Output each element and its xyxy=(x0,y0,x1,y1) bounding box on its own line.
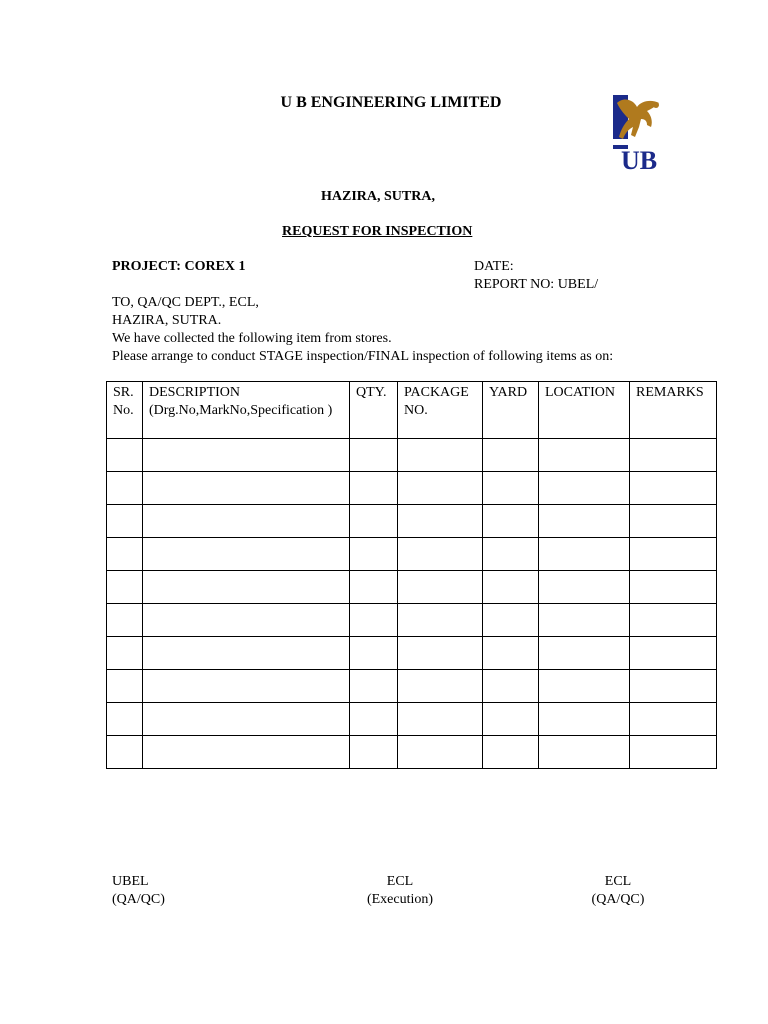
table-cell xyxy=(143,571,350,604)
table-cell xyxy=(630,439,717,472)
inspection-request-statement: Please arrange to conduct STAGE inspection/FINAL inspection of following items as on: xyxy=(112,349,614,364)
signature-ecl-qaqc xyxy=(590,873,646,909)
signature-ubel-qaqc xyxy=(112,873,165,909)
table-cell xyxy=(483,439,539,472)
date-label: DATE: xyxy=(474,259,514,274)
address-line-2: HAZIRA, SUTRA. xyxy=(112,313,222,328)
company-name: U B ENGINEERING LIMITED xyxy=(280,94,502,111)
header-remarks: REMARKS xyxy=(630,382,717,439)
table-row xyxy=(107,604,717,637)
header-yard: YARD xyxy=(483,382,539,439)
table-cell xyxy=(107,472,143,505)
table-cell xyxy=(350,637,398,670)
table-cell xyxy=(483,472,539,505)
table-cell xyxy=(630,538,717,571)
table-cell xyxy=(143,538,350,571)
header-sr-no: SR. No. xyxy=(107,382,143,439)
table-cell xyxy=(483,736,539,769)
table-cell xyxy=(539,538,630,571)
table-cell xyxy=(483,637,539,670)
address-line-1: TO, QA/QC DEPT., ECL, xyxy=(112,295,259,310)
table-cell xyxy=(143,637,350,670)
inspection-items-table xyxy=(106,381,717,769)
signature-org: ECL xyxy=(386,874,414,889)
signature-org: UBEL xyxy=(112,874,149,889)
table-cell xyxy=(630,703,717,736)
table-cell xyxy=(483,538,539,571)
table-cell xyxy=(539,439,630,472)
table-cell xyxy=(398,604,483,637)
table-cell xyxy=(398,670,483,703)
table-cell xyxy=(143,439,350,472)
table-cell xyxy=(539,571,630,604)
header-description: DESCRIPTION (Drg.No,MarkNo,Specification ) xyxy=(143,382,350,439)
table-cell xyxy=(350,472,398,505)
table-cell xyxy=(107,670,143,703)
signature-role: (QA/QC) xyxy=(112,892,165,907)
collected-statement: We have collected the following item from stores. xyxy=(112,331,392,346)
logo-text: UB xyxy=(621,146,658,171)
table-cell xyxy=(350,703,398,736)
table-cell xyxy=(350,505,398,538)
table-cell xyxy=(107,604,143,637)
signature-role: (Execution) xyxy=(366,892,434,907)
table-row xyxy=(107,505,717,538)
table-cell xyxy=(107,571,143,604)
table-cell xyxy=(539,670,630,703)
table-cell xyxy=(630,505,717,538)
table-cell xyxy=(630,571,717,604)
table-cell xyxy=(350,670,398,703)
table-cell xyxy=(350,538,398,571)
table-cell xyxy=(143,505,350,538)
table-cell xyxy=(350,439,398,472)
table-cell xyxy=(483,670,539,703)
table-cell xyxy=(107,637,143,670)
table-cell xyxy=(143,670,350,703)
signature-org: ECL xyxy=(604,874,632,889)
table-cell xyxy=(539,736,630,769)
table-cell xyxy=(143,736,350,769)
signature-ecl-execution xyxy=(365,873,435,909)
table-cell xyxy=(398,505,483,538)
table-cell xyxy=(483,703,539,736)
table-cell xyxy=(539,703,630,736)
table-cell xyxy=(398,472,483,505)
table-row xyxy=(107,472,717,505)
report-number-label: REPORT NO: UBEL/ xyxy=(474,277,599,292)
table-cell xyxy=(630,472,717,505)
table-cell xyxy=(630,736,717,769)
signature-role: (QA/QC) xyxy=(591,892,645,907)
table-cell xyxy=(539,472,630,505)
table-cell xyxy=(483,571,539,604)
table-cell xyxy=(107,538,143,571)
table-cell xyxy=(398,703,483,736)
header-location: LOCATION xyxy=(539,382,630,439)
table-cell xyxy=(350,736,398,769)
table-cell xyxy=(398,637,483,670)
ub-logo-icon xyxy=(611,93,667,171)
table-cell xyxy=(107,505,143,538)
table-row xyxy=(107,571,717,604)
table-cell xyxy=(630,670,717,703)
table-cell xyxy=(143,472,350,505)
table-cell xyxy=(483,505,539,538)
table-cell xyxy=(398,571,483,604)
table-cell xyxy=(539,505,630,538)
table-row xyxy=(107,670,717,703)
project-label: PROJECT: COREX 1 xyxy=(112,259,246,274)
table-cell xyxy=(630,637,717,670)
table-cell xyxy=(107,703,143,736)
table-cell xyxy=(539,604,630,637)
table-cell xyxy=(107,736,143,769)
table-cell xyxy=(143,703,350,736)
table-row xyxy=(107,703,717,736)
table-row xyxy=(107,538,717,571)
table-row xyxy=(107,439,717,472)
header-qty: QTY. xyxy=(350,382,398,439)
table-cell xyxy=(398,736,483,769)
table-cell xyxy=(483,604,539,637)
table-cell xyxy=(398,439,483,472)
table-cell xyxy=(350,604,398,637)
table-row xyxy=(107,736,717,769)
header-package-no: PACKAGE NO. xyxy=(398,382,483,439)
table-cell xyxy=(107,439,143,472)
table-cell xyxy=(398,538,483,571)
table-cell xyxy=(350,571,398,604)
table-header-row xyxy=(107,382,717,439)
document-title: REQUEST FOR INSPECTION xyxy=(282,224,473,239)
site-location: HAZIRA, SUTRA, xyxy=(321,189,435,204)
table-cell xyxy=(539,637,630,670)
table-cell xyxy=(630,604,717,637)
table-cell xyxy=(143,604,350,637)
table-row xyxy=(107,637,717,670)
